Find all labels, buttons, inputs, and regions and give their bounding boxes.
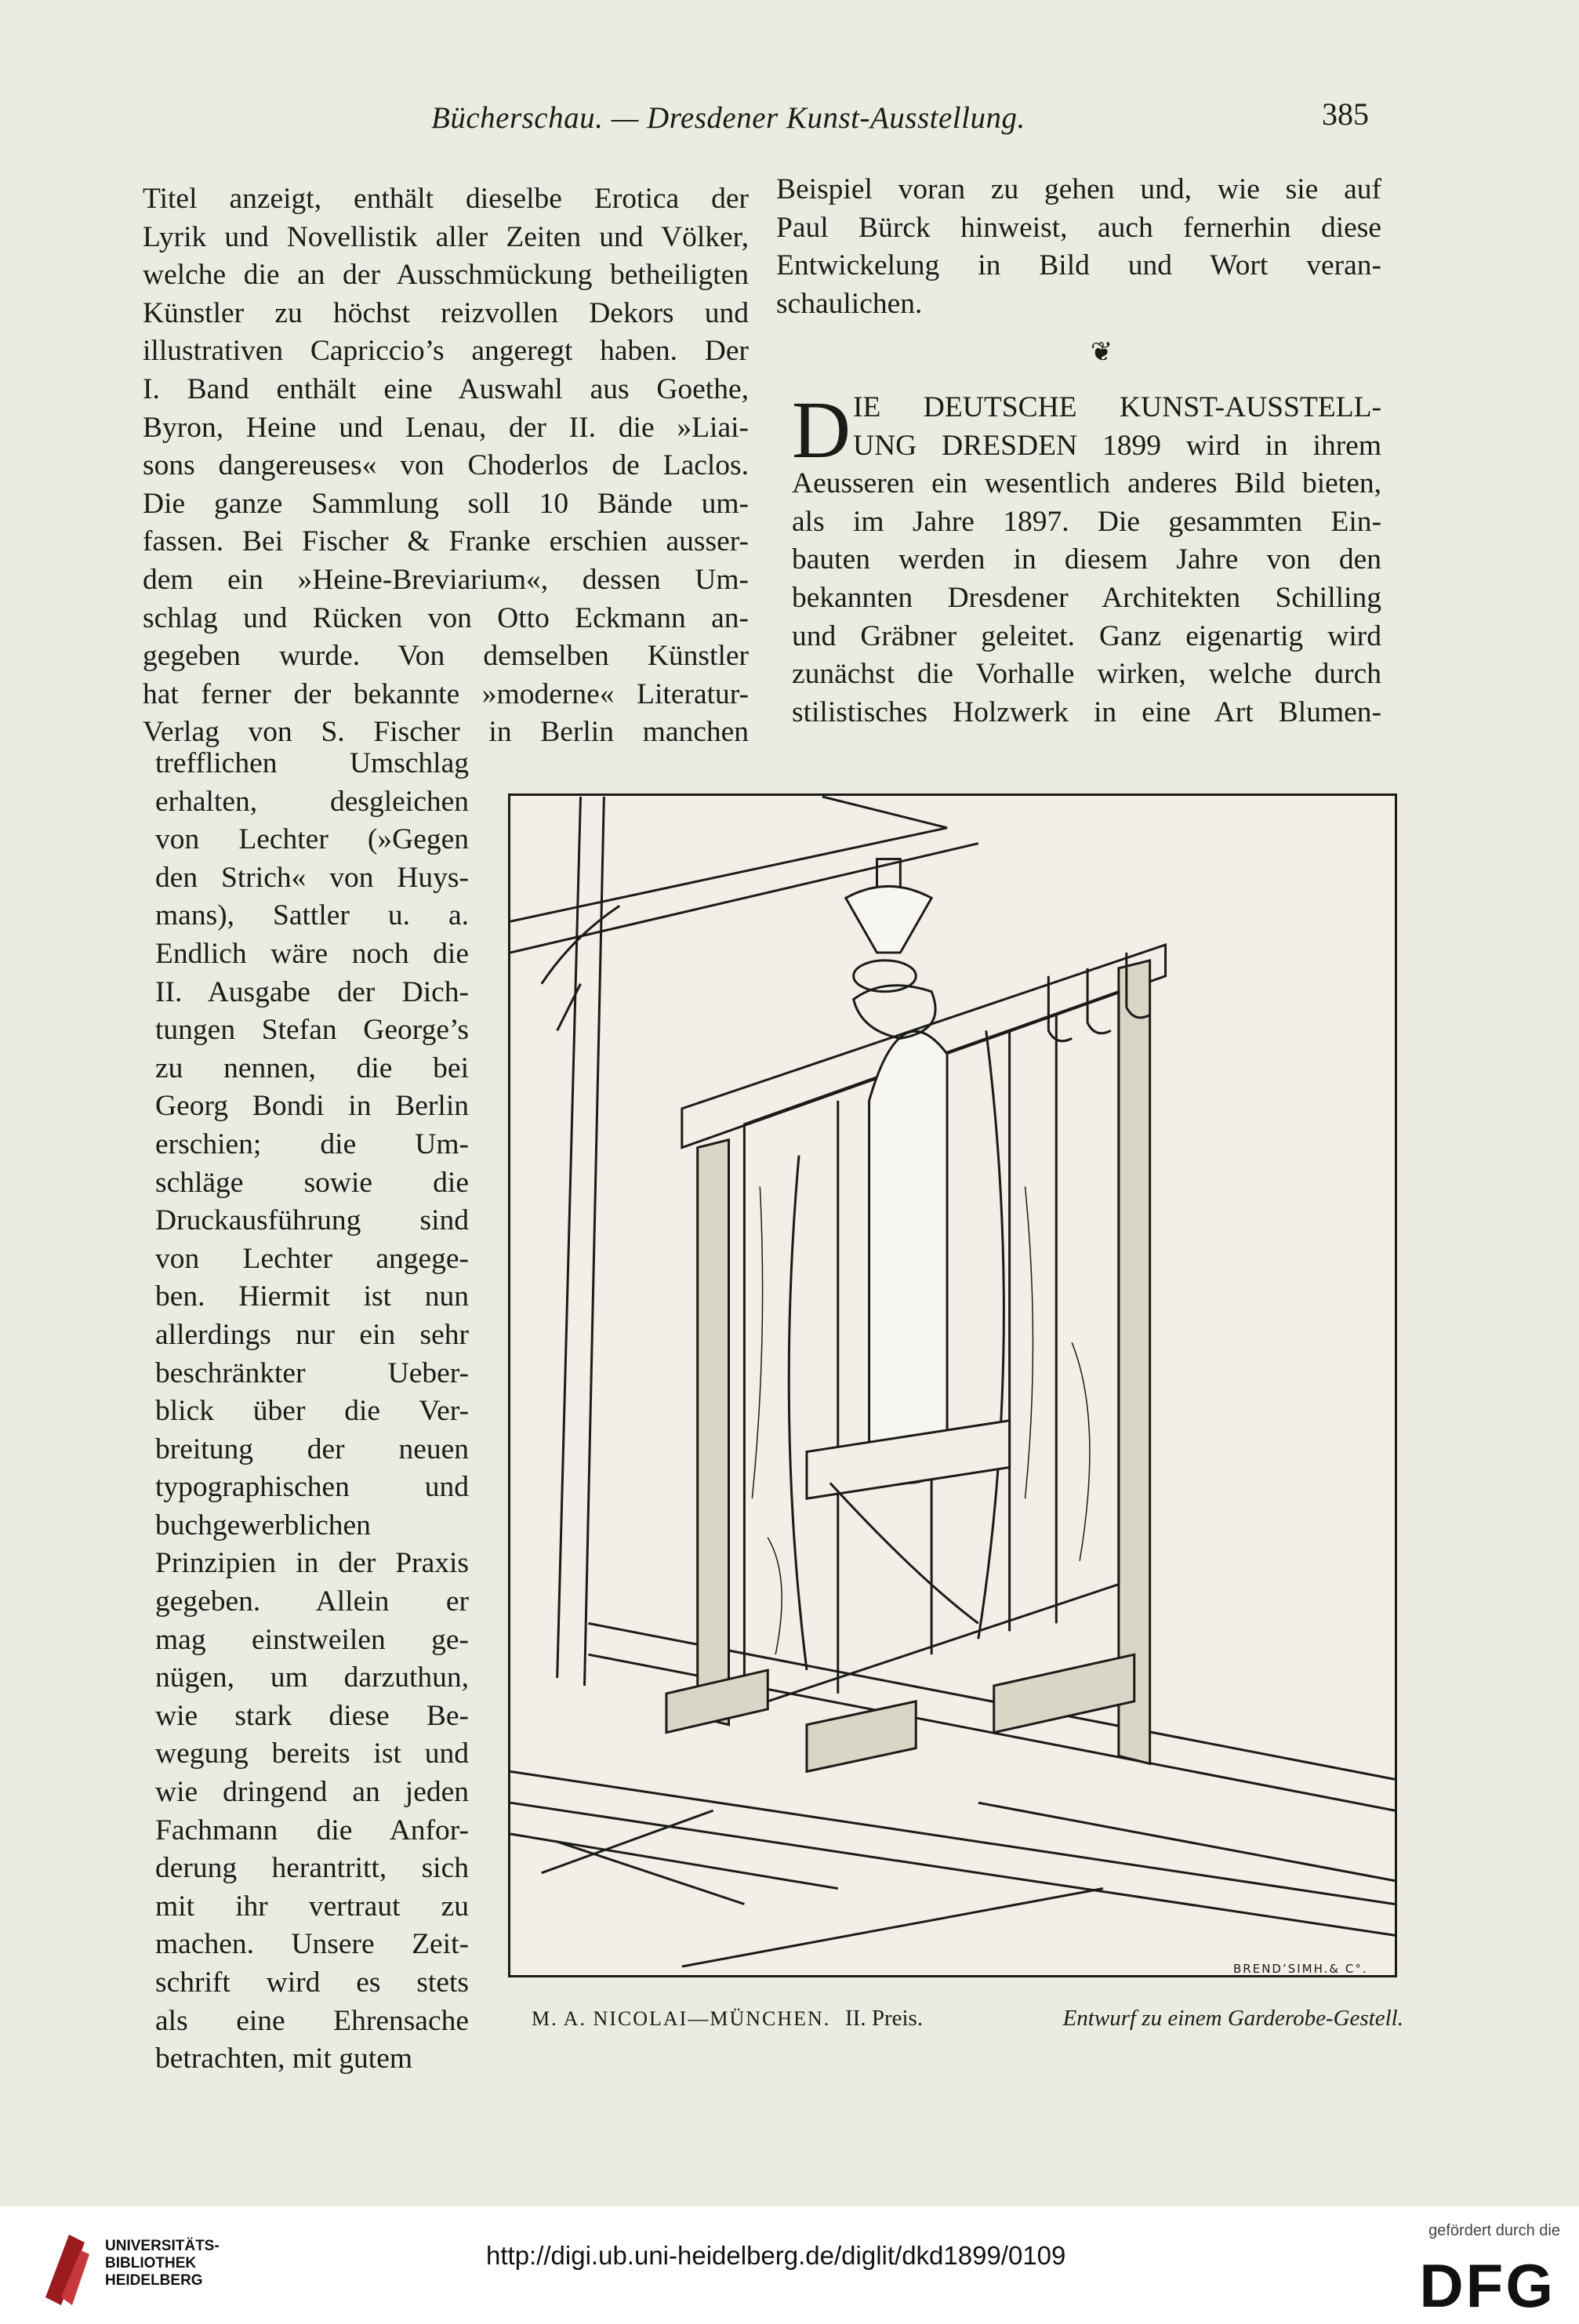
text-line: mit ihr vertraut zu bbox=[155, 1890, 469, 1923]
text-line: bauten werden in diesem Jahre von den bbox=[792, 543, 1381, 576]
text-line: gegeben. Allein er bbox=[155, 1585, 469, 1618]
leaf-ornament-icon: ❦ bbox=[1090, 338, 1113, 367]
text-line: Fachmann die Anfor- bbox=[155, 1814, 469, 1846]
text-line: von Lechter (»Gegen bbox=[155, 823, 469, 856]
text-line: Prinzipien in der Praxis bbox=[155, 1547, 469, 1580]
text-line: erhalten, desgleichen bbox=[155, 785, 469, 818]
text-line: Verlag von S. Fischer in Berlin manchen bbox=[143, 716, 749, 749]
page-header bbox=[0, 96, 1579, 147]
text-line: hat ferner der bekannte »moderne« Literatur- bbox=[143, 677, 749, 710]
text-line: Beispiel voran zu gehen und, wie sie auf bbox=[776, 173, 1381, 205]
library-logo-icon bbox=[38, 2227, 96, 2305]
text-line: zunächst die Vorhalle wirken, welche durch bbox=[792, 658, 1381, 691]
text-line: den Strich« von Huys- bbox=[155, 861, 469, 894]
text-line: blick über die Ver- bbox=[155, 1395, 469, 1428]
narrow-column bbox=[155, 745, 469, 2079]
text-line: Byron, Heine und Lenau, der II. die »Liai- bbox=[143, 411, 749, 444]
funding-note: gefördert durch die bbox=[1428, 2222, 1560, 2239]
coat-rack-illustration bbox=[508, 793, 1397, 1977]
wardrobe-drawing bbox=[510, 796, 1395, 1975]
text-line: Künstler zu höchst reizvollen Dekors und bbox=[143, 296, 749, 329]
text-line: derung herantritt, sich bbox=[155, 1852, 469, 1885]
library-name: UNIVERSITÄTS- BIBLIOTHEK HEIDELBERG bbox=[105, 2238, 220, 2289]
text-line: Titel anzeigt, enthält dieselbe Erotica der bbox=[143, 183, 749, 215]
text-line: als im Jahre 1897. Die gesammten Ein- bbox=[792, 505, 1381, 538]
dfg-logo: DFG bbox=[1419, 2251, 1555, 2320]
text-line: I. Band enthält eine Auswahl aus Goethe, bbox=[143, 372, 749, 405]
text-line: schlag und Rücken von Otto Eckmann an- bbox=[143, 601, 749, 634]
text-line: fassen. Bei Fischer & Franke erschien ausser- bbox=[143, 525, 749, 558]
text-line: betrachten, mit gutem bbox=[155, 2043, 413, 2075]
text-line: welche die an der Ausschmückung betheiligten bbox=[143, 259, 749, 292]
text-line: von Lechter angege- bbox=[155, 1242, 469, 1275]
text-line: als eine Ehrensache bbox=[155, 2004, 469, 2037]
text-line: Lyrik und Novellistik aller Zeiten und Völker, bbox=[143, 220, 749, 253]
text-line: machen. Unsere Zeit- bbox=[155, 1928, 469, 1961]
right-column bbox=[776, 171, 1381, 323]
text-line: zu nennen, die bei bbox=[155, 1051, 469, 1084]
text-line: stilistisches Holzwerk in eine Art Blumen- bbox=[792, 695, 1381, 728]
text-line: gegeben wurde. Von demselben Künstler bbox=[143, 640, 749, 673]
text-line: erschien; die Um- bbox=[155, 1128, 469, 1160]
text-line: allerdings nur ein sehr bbox=[155, 1318, 469, 1351]
digitization-footer bbox=[0, 2206, 1579, 2324]
text-line: Endlich wäre noch die bbox=[155, 937, 469, 970]
text-line: ben. Hiermit ist nun bbox=[155, 1280, 469, 1313]
text-line: wie dringend an jeden bbox=[155, 1776, 469, 1809]
text-line: II. Ausgabe der Dich- bbox=[155, 975, 469, 1008]
text-line: mag einstweilen ge- bbox=[155, 1623, 469, 1656]
text-line: trefflichen Umschlag bbox=[155, 747, 469, 779]
text-line: IE DEUTSCHE KUNST-AUSSTELL- bbox=[853, 391, 1381, 423]
running-title: Bücherschau. — Dresdener Kunst-Ausstellung. bbox=[431, 101, 1025, 135]
article-section bbox=[792, 385, 1381, 732]
text-line: typographischen und bbox=[155, 1471, 469, 1504]
text-line: schrift wird es stets bbox=[155, 1966, 469, 1999]
text-line: schläge sowie die bbox=[155, 1166, 469, 1199]
source-url-link[interactable]: http://digi.ub.uni-heidelberg.de/diglit/dkd1899/0109 bbox=[486, 2241, 1066, 2270]
text-line: bekannten Dresdener Architekten Schilling bbox=[792, 581, 1381, 614]
caption-prize: II. Preis. bbox=[845, 2006, 924, 2031]
left-column bbox=[143, 180, 749, 752]
text-line: tungen Stefan George’s bbox=[155, 1014, 469, 1047]
text-line: Die ganze Sammlung soll 10 Bände um- bbox=[143, 487, 749, 520]
text-line: dem ein »Heine-Breviarium«, dessen Um- bbox=[143, 563, 749, 596]
text-line: und Gräbner geleitet. Ganz eigenartig wird bbox=[792, 619, 1381, 652]
text-line: mans), Sattler u. a. bbox=[155, 899, 469, 932]
text-line: breitung der neuen bbox=[155, 1433, 469, 1465]
text-line: wie stark diese Be- bbox=[155, 1699, 469, 1732]
text-line: illustrativen Capriccio’s angeregt haben. Der bbox=[143, 335, 749, 368]
caption-title: Entwurf zu einem Garderobe-Gestell. bbox=[1062, 2006, 1403, 2031]
text-line: schaulichen. bbox=[776, 287, 923, 320]
engraver-mark: BREND’SIMH.& C°. bbox=[1233, 1962, 1368, 1976]
text-line: buchgewerblichen bbox=[155, 1509, 371, 1541]
text-line: Georg Bondi in Berlin bbox=[155, 1090, 469, 1123]
text-line: UNG DRESDEN 1899 wird in ihrem bbox=[853, 429, 1381, 462]
text-line: Entwickelung in Bild und Wort veran- bbox=[776, 249, 1381, 282]
text-line: sons dangereuses« von Choderlos de Laclos. bbox=[143, 449, 749, 482]
drop-cap: D bbox=[792, 385, 851, 475]
text-line: Druckausführung sind bbox=[155, 1204, 469, 1237]
text-line: wegung bereits ist und bbox=[155, 1738, 469, 1770]
page-number: 385 bbox=[1322, 96, 1369, 132]
text-line: Aeusseren ein wesentlich anderes Bild bieten, bbox=[792, 467, 1381, 500]
text-line: beschränkter Ueber- bbox=[155, 1356, 469, 1389]
caption-artist: M. A. NICOLAI—MÜNCHEN. bbox=[532, 2007, 831, 2030]
text-line: nügen, um darzuthun, bbox=[155, 1661, 469, 1694]
text-line: Paul Bürck hinweist, auch fernerhin diese bbox=[776, 211, 1381, 244]
